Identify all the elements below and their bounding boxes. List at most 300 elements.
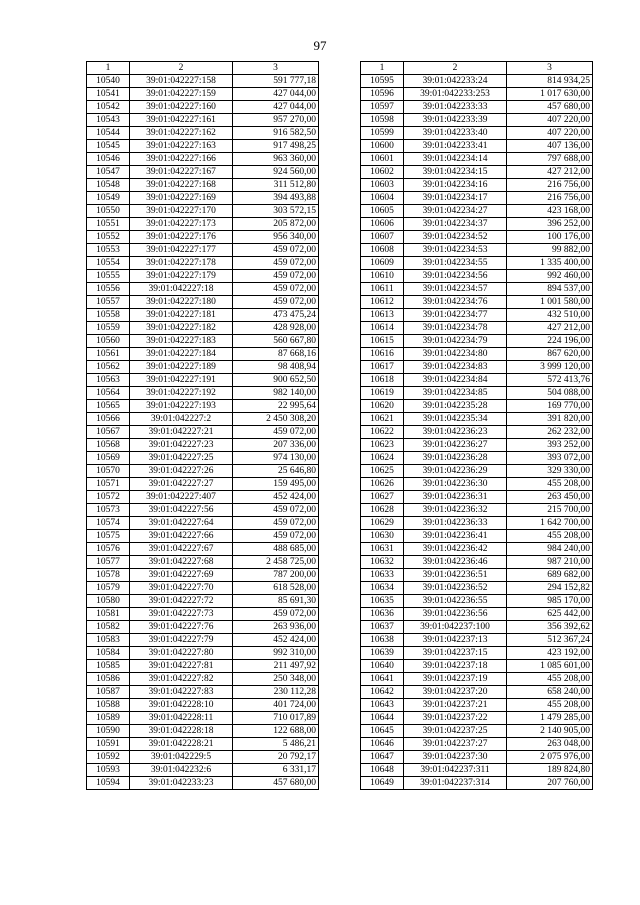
row-number: 10614 <box>361 322 404 335</box>
cadastral-number: 39:01:042227:160 <box>130 101 233 114</box>
cadastral-value: 216 756,00 <box>507 179 593 192</box>
table-row <box>87 582 319 595</box>
cadastral-number: 39:01:042236:31 <box>404 491 507 504</box>
row-number: 10622 <box>361 426 404 439</box>
row-number: 10586 <box>87 673 130 686</box>
table-row <box>87 452 319 465</box>
cadastral-number: 39:01:042227:70 <box>130 582 233 595</box>
row-number: 10545 <box>87 140 130 153</box>
table-row <box>361 387 593 400</box>
table-row <box>87 595 319 608</box>
row-number: 10600 <box>361 140 404 153</box>
cadastral-number: 39:01:042227:21 <box>130 426 233 439</box>
table-row <box>87 114 319 127</box>
row-number: 10599 <box>361 127 404 140</box>
table-row <box>361 686 593 699</box>
cadastral-number: 39:01:042234:85 <box>404 387 507 400</box>
cadastral-value: 710 017,89 <box>233 712 319 725</box>
table-row <box>361 218 593 231</box>
cadastral-number: 39:01:042227:183 <box>130 335 233 348</box>
cadastral-number: 39:01:042227:189 <box>130 361 233 374</box>
table-row <box>87 608 319 621</box>
row-number: 10580 <box>87 595 130 608</box>
cadastral-number: 39:01:042227:193 <box>130 400 233 413</box>
cadastral-number: 39:01:042228:18 <box>130 725 233 738</box>
cadastral-number: 39:01:042227:26 <box>130 465 233 478</box>
cadastral-value: 1 642 700,00 <box>507 517 593 530</box>
table-row <box>361 361 593 374</box>
row-number: 10568 <box>87 439 130 452</box>
cadastral-number: 39:01:042235:28 <box>404 400 507 413</box>
table-row <box>87 634 319 647</box>
cadastral-value: 329 330,00 <box>507 465 593 478</box>
row-number: 10585 <box>87 660 130 673</box>
cadastral-value: 473 475,24 <box>233 309 319 322</box>
row-number: 10582 <box>87 621 130 634</box>
table-row <box>361 543 593 556</box>
cadastral-value: 263 936,00 <box>233 621 319 634</box>
row-number: 10620 <box>361 400 404 413</box>
row-number: 10583 <box>87 634 130 647</box>
table-row <box>87 504 319 517</box>
table-row <box>361 101 593 114</box>
row-number: 10615 <box>361 335 404 348</box>
cadastral-value: 591 777,18 <box>233 75 319 88</box>
row-number: 10634 <box>361 582 404 595</box>
cadastral-number: 39:01:042227:169 <box>130 192 233 205</box>
cadastral-number: 39:01:042227:181 <box>130 309 233 322</box>
cadastral-number: 39:01:042227:25 <box>130 452 233 465</box>
cadastral-value: 459 072,00 <box>233 530 319 543</box>
cadastral-number: 39:01:042227:177 <box>130 244 233 257</box>
table-row <box>87 88 319 101</box>
cadastral-number: 39:01:042237:19 <box>404 673 507 686</box>
row-number: 10547 <box>87 166 130 179</box>
cadastral-number: 39:01:042236:32 <box>404 504 507 517</box>
table-row <box>87 309 319 322</box>
row-number: 10542 <box>87 101 130 114</box>
cadastral-value: 459 072,00 <box>233 283 319 296</box>
cadastral-value: 894 537,00 <box>507 283 593 296</box>
row-number: 10549 <box>87 192 130 205</box>
column-header: 1 <box>361 62 404 75</box>
row-number: 10637 <box>361 621 404 634</box>
table-row <box>361 595 593 608</box>
row-number: 10544 <box>87 127 130 140</box>
row-number: 10608 <box>361 244 404 257</box>
table-row <box>87 777 319 790</box>
row-number: 10604 <box>361 192 404 205</box>
cadastral-number: 39:01:042228:21 <box>130 738 233 751</box>
cadastral-value: 924 560,00 <box>233 166 319 179</box>
table-row <box>361 114 593 127</box>
cadastral-value: 423 192,00 <box>507 647 593 660</box>
table-row <box>87 101 319 114</box>
row-number: 10642 <box>361 686 404 699</box>
table-row <box>87 699 319 712</box>
table-row <box>87 218 319 231</box>
cadastral-value: 250 348,00 <box>233 673 319 686</box>
cadastral-number: 39:01:042236:46 <box>404 556 507 569</box>
cadastral-value: 22 995,64 <box>233 400 319 413</box>
cadastral-value: 207 336,00 <box>233 439 319 452</box>
table-row <box>361 205 593 218</box>
cadastral-number: 39:01:042228:10 <box>130 699 233 712</box>
row-number: 10601 <box>361 153 404 166</box>
cadastral-value: 159 495,00 <box>233 478 319 491</box>
cadastral-value: 427 212,00 <box>507 166 593 179</box>
cadastral-number: 39:01:042227:23 <box>130 439 233 452</box>
cadastral-number: 39:01:042227:68 <box>130 556 233 569</box>
table-row <box>361 348 593 361</box>
row-number: 10552 <box>87 231 130 244</box>
table-row <box>87 478 319 491</box>
table-row <box>361 140 593 153</box>
row-number: 10602 <box>361 166 404 179</box>
table-row <box>361 478 593 491</box>
row-number: 10572 <box>87 491 130 504</box>
table-row <box>361 426 593 439</box>
cadastral-number: 39:01:042235:34 <box>404 413 507 426</box>
table-row <box>87 569 319 582</box>
table-row <box>87 231 319 244</box>
table-row <box>87 413 319 426</box>
cadastral-value: 20 792,17 <box>233 751 319 764</box>
cadastral-value: 618 528,00 <box>233 582 319 595</box>
table-row <box>361 660 593 673</box>
cadastral-number: 39:01:042227:2 <box>130 413 233 426</box>
column-header: 2 <box>404 62 507 75</box>
row-number: 10589 <box>87 712 130 725</box>
cadastral-number: 39:01:042227:18 <box>130 283 233 296</box>
cadastral-number: 39:01:042236:29 <box>404 465 507 478</box>
cadastral-number: 39:01:042236:28 <box>404 452 507 465</box>
cadastral-number: 39:01:042237:311 <box>404 764 507 777</box>
cadastral-number: 39:01:042227:56 <box>130 504 233 517</box>
row-number: 10617 <box>361 361 404 374</box>
cadastral-value: 216 756,00 <box>507 192 593 205</box>
cadastral-number: 39:01:042227:27 <box>130 478 233 491</box>
cadastral-number: 39:01:042227:69 <box>130 569 233 582</box>
cadastral-value: 867 620,00 <box>507 348 593 361</box>
table-row <box>87 348 319 361</box>
cadastral-value: 459 072,00 <box>233 244 319 257</box>
cadastral-value: 987 210,00 <box>507 556 593 569</box>
cadastral-number: 39:01:042237:22 <box>404 712 507 725</box>
row-number: 10555 <box>87 270 130 283</box>
row-number: 10584 <box>87 647 130 660</box>
row-number: 10639 <box>361 647 404 660</box>
cadastral-value: 459 072,00 <box>233 296 319 309</box>
cadastral-value: 689 682,00 <box>507 569 593 582</box>
cadastral-value: 432 510,00 <box>507 309 593 322</box>
cadastral-value: 215 700,00 <box>507 504 593 517</box>
cadastral-number: 39:01:042227:64 <box>130 517 233 530</box>
cadastral-number: 39:01:042236:56 <box>404 608 507 621</box>
cadastral-number: 39:01:042228:11 <box>130 712 233 725</box>
table-row <box>87 387 319 400</box>
row-number: 10619 <box>361 387 404 400</box>
table-row <box>361 127 593 140</box>
cadastral-number: 39:01:042237:15 <box>404 647 507 660</box>
table-row <box>361 556 593 569</box>
cadastral-number: 39:01:042227:182 <box>130 322 233 335</box>
row-number: 10629 <box>361 517 404 530</box>
cadastral-value: 457 680,00 <box>507 101 593 114</box>
cadastral-number: 39:01:042237:18 <box>404 660 507 673</box>
table-row <box>361 504 593 517</box>
cadastral-number: 39:01:042227:79 <box>130 634 233 647</box>
cadastral-value: 2 075 976,00 <box>507 751 593 764</box>
cadastral-value: 956 340,00 <box>233 231 319 244</box>
cadastral-value: 1 479 285,00 <box>507 712 593 725</box>
cadastral-value: 455 208,00 <box>507 530 593 543</box>
table-row <box>361 283 593 296</box>
cadastral-number: 39:01:042227:179 <box>130 270 233 283</box>
cadastral-number: 39:01:042233:23 <box>130 777 233 790</box>
table-body-right <box>361 75 593 790</box>
row-number: 10643 <box>361 699 404 712</box>
cadastral-number: 39:01:042236:23 <box>404 426 507 439</box>
table-row <box>87 322 319 335</box>
table-row <box>87 205 319 218</box>
table-row <box>87 673 319 686</box>
row-number: 10640 <box>361 660 404 673</box>
cadastral-number: 39:01:042234:16 <box>404 179 507 192</box>
cadastral-number: 39:01:042237:30 <box>404 751 507 764</box>
cadastral-number: 39:01:042234:79 <box>404 335 507 348</box>
cadastral-number: 39:01:042233:40 <box>404 127 507 140</box>
row-number: 10628 <box>361 504 404 517</box>
cadastral-value: 401 724,00 <box>233 699 319 712</box>
cadastral-value: 974 130,00 <box>233 452 319 465</box>
cadastral-value: 459 072,00 <box>233 517 319 530</box>
table-row <box>361 400 593 413</box>
table-row <box>361 374 593 387</box>
row-number: 10566 <box>87 413 130 426</box>
cadastral-number: 39:01:042234:37 <box>404 218 507 231</box>
cadastral-number: 39:01:042227:178 <box>130 257 233 270</box>
table-row <box>361 621 593 634</box>
row-number: 10618 <box>361 374 404 387</box>
cadastral-value: 391 820,00 <box>507 413 593 426</box>
cadastral-number: 39:01:042227:76 <box>130 621 233 634</box>
cadastral-value: 169 770,00 <box>507 400 593 413</box>
cadastral-number: 39:01:042232:6 <box>130 764 233 777</box>
cadastral-value: 189 824,80 <box>507 764 593 777</box>
row-number: 10581 <box>87 608 130 621</box>
cadastral-value: 427 044,00 <box>233 101 319 114</box>
table-row <box>87 374 319 387</box>
cadastral-number: 39:01:042234:53 <box>404 244 507 257</box>
row-number: 10579 <box>87 582 130 595</box>
table-row <box>361 179 593 192</box>
row-number: 10631 <box>361 543 404 556</box>
cadastral-number: 39:01:042236:52 <box>404 582 507 595</box>
row-number: 10567 <box>87 426 130 439</box>
row-number: 10540 <box>87 75 130 88</box>
table-row <box>361 244 593 257</box>
cadastral-value: 917 498,25 <box>233 140 319 153</box>
cadastral-value: 1 085 601,00 <box>507 660 593 673</box>
table-row <box>361 296 593 309</box>
row-number: 10563 <box>87 374 130 387</box>
table-row <box>361 764 593 777</box>
table-row <box>87 179 319 192</box>
row-number: 10597 <box>361 101 404 114</box>
column-header: 3 <box>233 62 319 75</box>
row-number: 10578 <box>87 569 130 582</box>
cadastral-value: 262 232,00 <box>507 426 593 439</box>
cadastral-value: 122 688,00 <box>233 725 319 738</box>
table-row <box>361 673 593 686</box>
cadastral-number: 39:01:042227:162 <box>130 127 233 140</box>
cadastral-value: 488 685,00 <box>233 543 319 556</box>
row-number: 10609 <box>361 257 404 270</box>
row-number: 10644 <box>361 712 404 725</box>
cadastral-value: 459 072,00 <box>233 270 319 283</box>
cadastral-number: 39:01:042229:5 <box>130 751 233 764</box>
row-number: 10591 <box>87 738 130 751</box>
cadastral-value: 427 212,00 <box>507 322 593 335</box>
table-row <box>87 530 319 543</box>
table-row <box>361 153 593 166</box>
row-number: 10564 <box>87 387 130 400</box>
table-row <box>361 75 593 88</box>
cadastral-value: 1 001 580,00 <box>507 296 593 309</box>
table-row <box>87 140 319 153</box>
table-row <box>361 452 593 465</box>
cadastral-number: 39:01:042234:83 <box>404 361 507 374</box>
cadastral-number: 39:01:042227:66 <box>130 530 233 543</box>
cadastral-number: 39:01:042233:41 <box>404 140 507 153</box>
cadastral-value: 205 872,00 <box>233 218 319 231</box>
cadastral-value: 900 652,50 <box>233 374 319 387</box>
table-row <box>87 270 319 283</box>
cadastral-value: 459 072,00 <box>233 426 319 439</box>
table-row <box>361 738 593 751</box>
cadastral-number: 39:01:042237:21 <box>404 699 507 712</box>
cadastral-number: 39:01:042227:159 <box>130 88 233 101</box>
cadastral-value: 294 152,82 <box>507 582 593 595</box>
row-number: 10649 <box>361 777 404 790</box>
table-row <box>87 127 319 140</box>
cadastral-number: 39:01:042234:55 <box>404 257 507 270</box>
table-row <box>87 621 319 634</box>
cadastral-value: 393 072,00 <box>507 452 593 465</box>
row-number: 10550 <box>87 205 130 218</box>
cadastral-value: 224 196,00 <box>507 335 593 348</box>
row-number: 10575 <box>87 530 130 543</box>
cadastral-number: 39:01:042234:14 <box>404 153 507 166</box>
cadastral-value: 394 493,88 <box>233 192 319 205</box>
cadastral-value: 2 140 905,00 <box>507 725 593 738</box>
row-number: 10565 <box>87 400 130 413</box>
page-number: 97 <box>313 38 327 53</box>
table-row <box>87 335 319 348</box>
cadastral-number: 39:01:042237:25 <box>404 725 507 738</box>
row-number: 10556 <box>87 283 130 296</box>
row-number: 10621 <box>361 413 404 426</box>
row-number: 10574 <box>87 517 130 530</box>
column-header: 1 <box>87 62 130 75</box>
row-number: 10630 <box>361 530 404 543</box>
row-number: 10577 <box>87 556 130 569</box>
cadastral-number: 39:01:042233:39 <box>404 114 507 127</box>
table-row <box>87 153 319 166</box>
cadastral-value: 797 688,00 <box>507 153 593 166</box>
row-number: 10548 <box>87 179 130 192</box>
cadastral-number: 39:01:042236:55 <box>404 595 507 608</box>
cadastral-value: 396 252,00 <box>507 218 593 231</box>
table-row <box>87 400 319 413</box>
cadastral-number: 39:01:042227:191 <box>130 374 233 387</box>
row-number: 10598 <box>361 114 404 127</box>
cadastral-number: 39:01:042234:57 <box>404 283 507 296</box>
cadastral-value: 787 200,00 <box>233 569 319 582</box>
cadastral-value: 356 392,62 <box>507 621 593 634</box>
cadastral-number: 39:01:042237:100 <box>404 621 507 634</box>
cadastral-number: 39:01:042227:158 <box>130 75 233 88</box>
cadastral-value: 423 168,00 <box>507 205 593 218</box>
row-number: 10625 <box>361 465 404 478</box>
cadastral-number: 39:01:042237:314 <box>404 777 507 790</box>
cadastral-value: 572 413,76 <box>507 374 593 387</box>
row-number: 10616 <box>361 348 404 361</box>
cadastral-value: 407 220,00 <box>507 127 593 140</box>
cadastral-number: 39:01:042236:33 <box>404 517 507 530</box>
cadastral-value: 814 934,25 <box>507 75 593 88</box>
cadastral-value: 311 512,80 <box>233 179 319 192</box>
row-number: 10603 <box>361 179 404 192</box>
cadastral-value: 957 270,00 <box>233 114 319 127</box>
table-row <box>361 751 593 764</box>
cadastral-value: 1 335 400,00 <box>507 257 593 270</box>
row-number: 10607 <box>361 231 404 244</box>
cadastral-value: 99 882,00 <box>507 244 593 257</box>
cadastral-value: 3 999 120,00 <box>507 361 593 374</box>
row-number: 10633 <box>361 569 404 582</box>
cadastral-value: 452 424,00 <box>233 491 319 504</box>
row-number: 10593 <box>87 764 130 777</box>
cadastral-value: 428 928,00 <box>233 322 319 335</box>
row-number: 10632 <box>361 556 404 569</box>
table-row <box>361 335 593 348</box>
row-number: 10570 <box>87 465 130 478</box>
table-header-row <box>361 62 593 75</box>
row-number: 10553 <box>87 244 130 257</box>
table-row <box>361 309 593 322</box>
table-row <box>87 296 319 309</box>
table-row <box>361 647 593 660</box>
row-number: 10590 <box>87 725 130 738</box>
cadastral-value: 2 450 308,20 <box>233 413 319 426</box>
cadastral-number: 39:01:042234:84 <box>404 374 507 387</box>
cadastral-number: 39:01:042237:27 <box>404 738 507 751</box>
row-number: 10560 <box>87 335 130 348</box>
table-row <box>361 270 593 283</box>
cadastral-value: 211 497,92 <box>233 660 319 673</box>
cadastral-value: 963 360,00 <box>233 153 319 166</box>
cadastral-value: 407 220,00 <box>507 114 593 127</box>
cadastral-number: 39:01:042234:15 <box>404 166 507 179</box>
table-row <box>87 660 319 673</box>
cadastral-value: 85 691,30 <box>233 595 319 608</box>
cadastral-number: 39:01:042234:17 <box>404 192 507 205</box>
row-number: 10541 <box>87 88 130 101</box>
row-number: 10613 <box>361 309 404 322</box>
table-row <box>361 231 593 244</box>
